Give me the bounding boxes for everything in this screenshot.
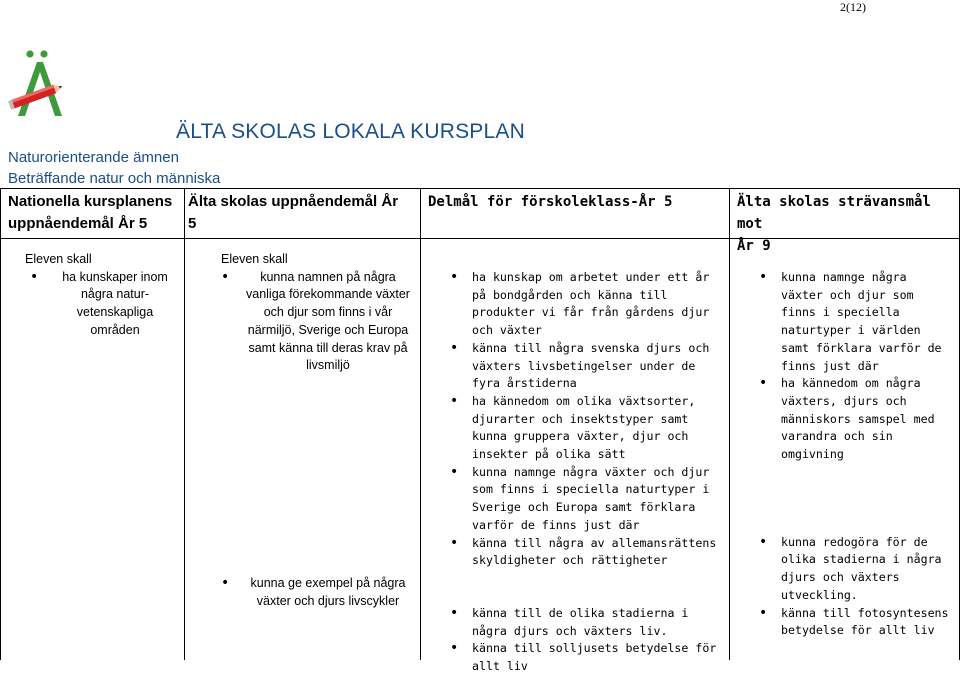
list-item: • kunna namnen på några vanliga förekommande växter och djur som finns i vår närmiljö, Sverige och Europa samt känna till deras krav på livsmiljö — [221, 269, 413, 375]
column-lead: Eleven skall — [221, 252, 288, 266]
logo-letter-a-umlaut — [18, 50, 62, 116]
table-top-border — [0, 188, 960, 189]
column-divider-1 — [184, 188, 185, 660]
scope-line: Beträffande natur och människa — [8, 170, 221, 187]
subgoals-column — [450, 269, 726, 676]
list-item: • känna till solljusets betydelse för allt liv — [450, 640, 726, 675]
aspiration-goals-column — [759, 269, 955, 640]
page-number: 2(12) — [840, 0, 866, 14]
list-item: • ha kunskaper inom några natur-vetenskapliga områden — [30, 269, 178, 340]
column-divider-3 — [729, 188, 730, 660]
header-school-goals: Älta skolas uppnåendemål År 5 — [188, 193, 399, 232]
school-goals-column — [221, 251, 413, 610]
list-item: • känna till några av allemansrättens skyldigheter och rättigheter — [450, 535, 726, 570]
header-national-goals: Nationella kursplanens uppnåendemål År 5 — [8, 193, 173, 232]
header-subgoals: Delmål för förskoleklass-År 5 — [428, 194, 673, 210]
list-item: • känna till de olika stadierna i några djurs och växters liv. — [450, 605, 726, 640]
list-item: • ha kännedom om olika växtsorter, djurarter och insektstyper samt kunna gruppera växter, djur och insekter på olika sätt — [450, 393, 726, 464]
list-item: • känna till fotosyntesens betydelse för allt liv — [759, 605, 955, 640]
subject-line: Naturorienterande ämnen — [8, 149, 179, 166]
list-item: • ha kunskap om arbetet under ett år på bondgården och känna till produkter vi får från gårdens djur och växter — [450, 269, 726, 340]
column-lead: Eleven skall — [25, 252, 92, 266]
document-title: ÄLTA SKOLAS LOKALA KURSPLAN — [176, 120, 525, 143]
national-goals-column — [25, 251, 178, 340]
list-item: • kunna redogöra för de olika stadierna i några djurs och växters utveckling. — [759, 534, 955, 605]
list-item: • kunna namnge några växter och djur som finns i speciella naturtyper i Sverige och Europa samt förklara varför de finns just där — [450, 464, 726, 535]
header-aspiration-goals: Älta skolas strävansmål mot År 9 — [737, 194, 931, 254]
school-logo — [8, 48, 66, 118]
list-item: • kunna ge exempel på några växter och djurs livscykler — [221, 575, 413, 610]
list-item: • kunna namnge några växter och djur som finns i speciella naturtyper i världen samt förklara varför de finns just där — [759, 269, 955, 375]
column-divider-2 — [420, 188, 421, 660]
list-item: • känna till några svenska djurs och växters livsbetingelser under de fyra årstiderna — [450, 340, 726, 393]
table-left-border — [0, 188, 1, 660]
list-item: • ha kännedom om några växters, djurs och människors samspel med varandra och sin omgivning — [759, 375, 955, 464]
